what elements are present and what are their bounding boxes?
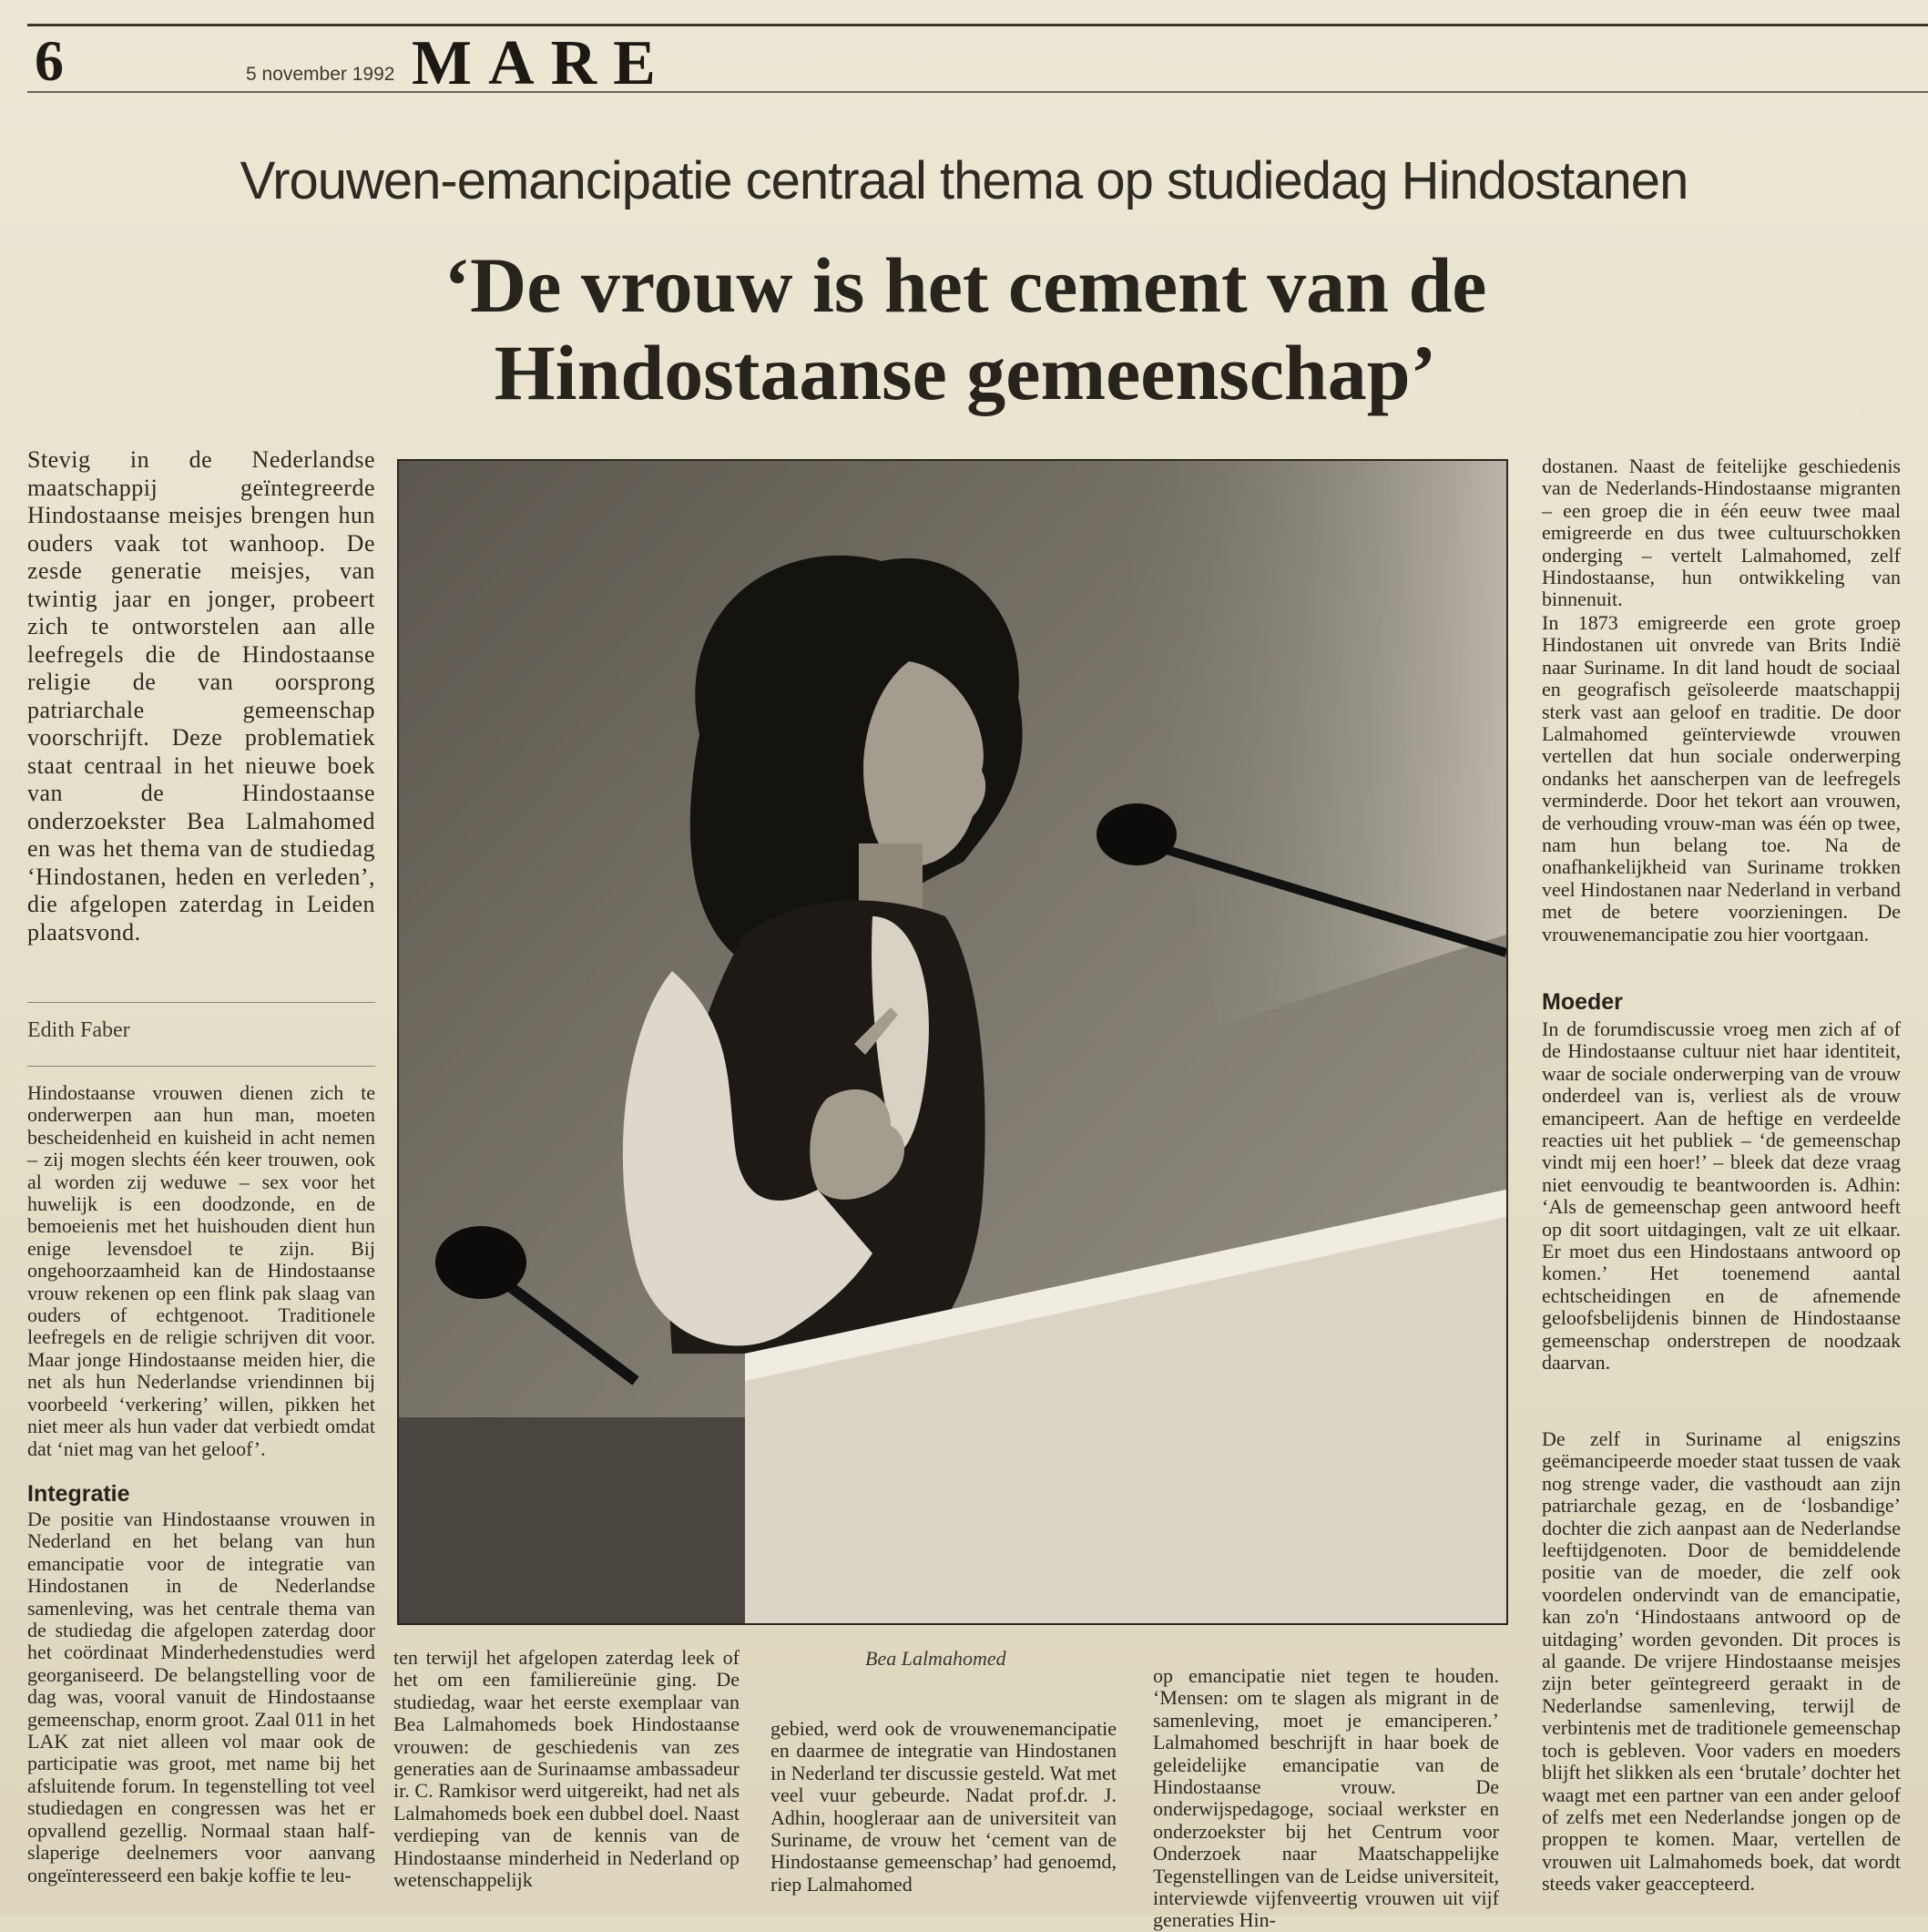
byline-rule-top [27, 1002, 375, 1003]
masthead: MARE [412, 28, 672, 98]
headline-line-1: ‘De vrouw is het cement van de [444, 241, 1487, 329]
column-2-body: ten terwijl het afgelopen zaterdag leek of het om een familiereünie ging. De studiedag, waar het eerste exemplaar van Bea Lalmahomeds boek Hindostaanse vrouwen: de geschiedenis van zes generaties aan de Surinaamse ambassadeur ir. C. Ramkisor werd uitgereikt, had net als Lalmahomeds boek een dubbel doel. Naast verdieping van de kennis van de Hindostaanse minderheid in Nederland op wetenschappelijk [393, 1646, 740, 1892]
page-number: 6 [35, 28, 64, 93]
column-5-conclusion: De zelf in Suriname al enigszins geëmancipeerde moeder staat tussen de vaak nog strenge vader, die vasthoudt aan zijn patriarchale gezag, en de ‘losbandige’ dochter die zich aanpast aan de Nederlandse leeftijdgenoten. Door de bemiddelende positie van de moeder, die zelf ook voordelen ondervindt van de emancipatie, kan zo'n ‘Hindostaans antwoord op de uitdaging’ worden gevonden. Dit proces is al gaande. De vrijere Hindostaanse meisjes zijn beter geïntegreerd geraakt in de Nederlandse samenleving, terwijl de verbintenis met de traditionele gemeenschap toch is gebleven. Voor vaders en moeders blijft het slikken als een ‘brutale’ dochter het waagt met een partner van een ander geloof of zelfs met een Nederlandse jongen op de proppen te komen. Maar, vertellen de vrouwen uit Lalmahomeds boek, dat wordt steeds vaker geaccepteerd. [1542, 1427, 1901, 1896]
speaker-photo [397, 459, 1508, 1625]
article-kicker: Vrouwen-emancipatie centraal thema op studiedag Hindostanen [240, 151, 1688, 210]
article-intro: Stevig in de Nederlandse maatschappij geïntegreerde Hindostaanse meisjes brengen hun ouders vaak tot wanhoop. De zesde generatie meisjes, van twintig jaar en jonger, probeert zich te ontworstelen aan alle leefregels die de Hindostaanse religie de van oorsprong patriarchale gemeenschap voorschrijft. Deze problematiek staat centraal in het nieuwe boek van de Hindostaanse onderzoekster Bea Lalmahomed en was het thema van de studiedag ‘Hindostanen, heden en verleden’, die afgelopen zaterdag in Leiden plaatsvond. [27, 446, 375, 946]
article-headline [273, 241, 1658, 416]
column-5-history: In 1873 emigreerde een grote groep Hindostanen uit onvrede van Brits Indië naar Suriname. In dit land houdt de sociaal en geografisch geïsoleerde maatschappij sterk vast aan geloof en traditie. De door Lalmahomed geïnterviewde vrouwen vertellen dat hun sociale onderwerping ondanks het aanscherpen van de leefregels verminderde. Door het tekort aan vrouwen, de verhouding vrouw-man was één op twee, nam hun belang toe. Na de onafhankelijkheid van Suriname trokken veel Hindostanen naar Nederland in verband met de betere voorzieningen. De vrouwenemancipatie zou hier voortgaan. [1542, 611, 1901, 946]
subhead-moeder: Moeder [1542, 989, 1623, 1015]
column-1-body: Hindostaanse vrouwen dienen zich te onderwerpen aan hun man, moeten bescheidenheid en kuisheid in acht nemen – zij mogen slechts één keer trouwen, ook al worden zij weduwe – sex voor het huwelijk is een doodzonde, en de bemoeienis met het huishouden dient hun enige levensdoel te zijn. Bij ongehoorzaamheid kan de Hindostaanse vrouw rekenen op een flink pak slaag van ouders of echtgenoot. Traditionele leefregels en de religie schrijven dit voor. Maar jonge Hindostaanse meiden hier, die net als hun Nederlandse vriendinnen bij voorbeeld ‘verkering’ willen, pikken het niet meer als hun vader dat verbiedt omdat dat ‘niet mag van het geloof’. [27, 1081, 375, 1460]
speaker-photo-illustration [399, 461, 1506, 1623]
article-byline: Edith Faber [27, 1018, 130, 1042]
subhead-integratie: Integratie [27, 1481, 130, 1507]
header-bottom-rule [27, 91, 1928, 93]
byline-rule-bottom [27, 1066, 375, 1067]
headline-line-2: Hindostaanse gemeenschap’ [494, 329, 1437, 416]
column-5-intro: dostanen. Naast de feitelijke geschiedenis van de Nederlands-Hindostaanse migranten – een groep die in één eeuw twee maal emigreerde en dus twee cultuurschokken onderging – vertelt Lalmahomed, zelf Hindostaanse, hun ontwikkeling van binnenuit. [1542, 455, 1901, 611]
column-5-moeder: In de forumdiscussie vroeg men zich af of de Hindostaanse cultuur niet haar identiteit, waar de sociale onderwerping van de vrouw onderdeel van is, verliest als de vrouw emancipeert. Aan de heftige en verdeelde reacties uit het publiek – ‘de gemeenschap vindt mij een hoer!’ – bleek dat deze vraag niet eenvoudig te beantwoorden is. Adhin: ‘Als de gemeenschap geen antwoord heeft op dit soort uitdagingen, valt ze uit elkaar. Er moet dus een Hindostaans antwoord op komen.’ Het toenemend aantal echtscheidingen en de afnemende geloofsbelijdenis binnen de Hindostaanse gemeenschap onderstrepen de noodzaak daarvan. [1542, 1017, 1901, 1375]
column-3-body: gebied, werd ook de vrouwenemancipatie en daarmee de integratie van Hindostanen in Nederland ter discussie gesteld. Wat met veel vuur gebeurde. Nadat prof.dr. J. Adhin, hoogleraar aan de universiteit van Suriname, de vrouw het ‘cement van de Hindostaanse gemeenschap’ had genoemd, riep Lalmahomed [770, 1717, 1117, 1896]
header-top-rule [27, 24, 1928, 26]
column-4-body: op emancipatie niet tegen te houden. ‘Mensen: om te slagen als migrant in de samenleving, moet je emanciperen.’ Lalmahomed beschrijft in haar boek de geleidelijke emancipatie van de Hindostaanse vrouw. De onderwijspedagoge, sociaal werkster en onderzoekster bij het Centrum voor Onderzoek naar Maatschappelijke Tegenstellingen van de Leidse universiteit, interviewde vijfenveertig vrouwen uit vijf generaties Hin- [1153, 1664, 1499, 1932]
column-1-integratie: De positie van Hindostaanse vrouwen in Nederland en het belang van hun emancipatie voor de integratie van Hindostanen in de Nederlandse samenleving, was het centrale thema van de studiedag die afgelopen zaterdag door het coördinaat Minderhedenstudies werd georganiseerd. De belangstelling voor de dag was, vooral vanuit de Hindostaanse gemeenschap, enorm groot. Zaal 011 in het LAK zat niet alleen vol maar ook de participatie was groot, met name bij het afsluitende forum. In tegenstelling tot veel studiedagen en congressen was het er opvallend gezellig. Normaal staan half-slaperige deelnemers voor aanvang ongeïnteresseerd een bakje koffie te leu- [27, 1508, 375, 1886]
photo-caption: Bea Lalmahomed [865, 1647, 1006, 1670]
issue-date: 5 november 1992 [246, 64, 395, 85]
